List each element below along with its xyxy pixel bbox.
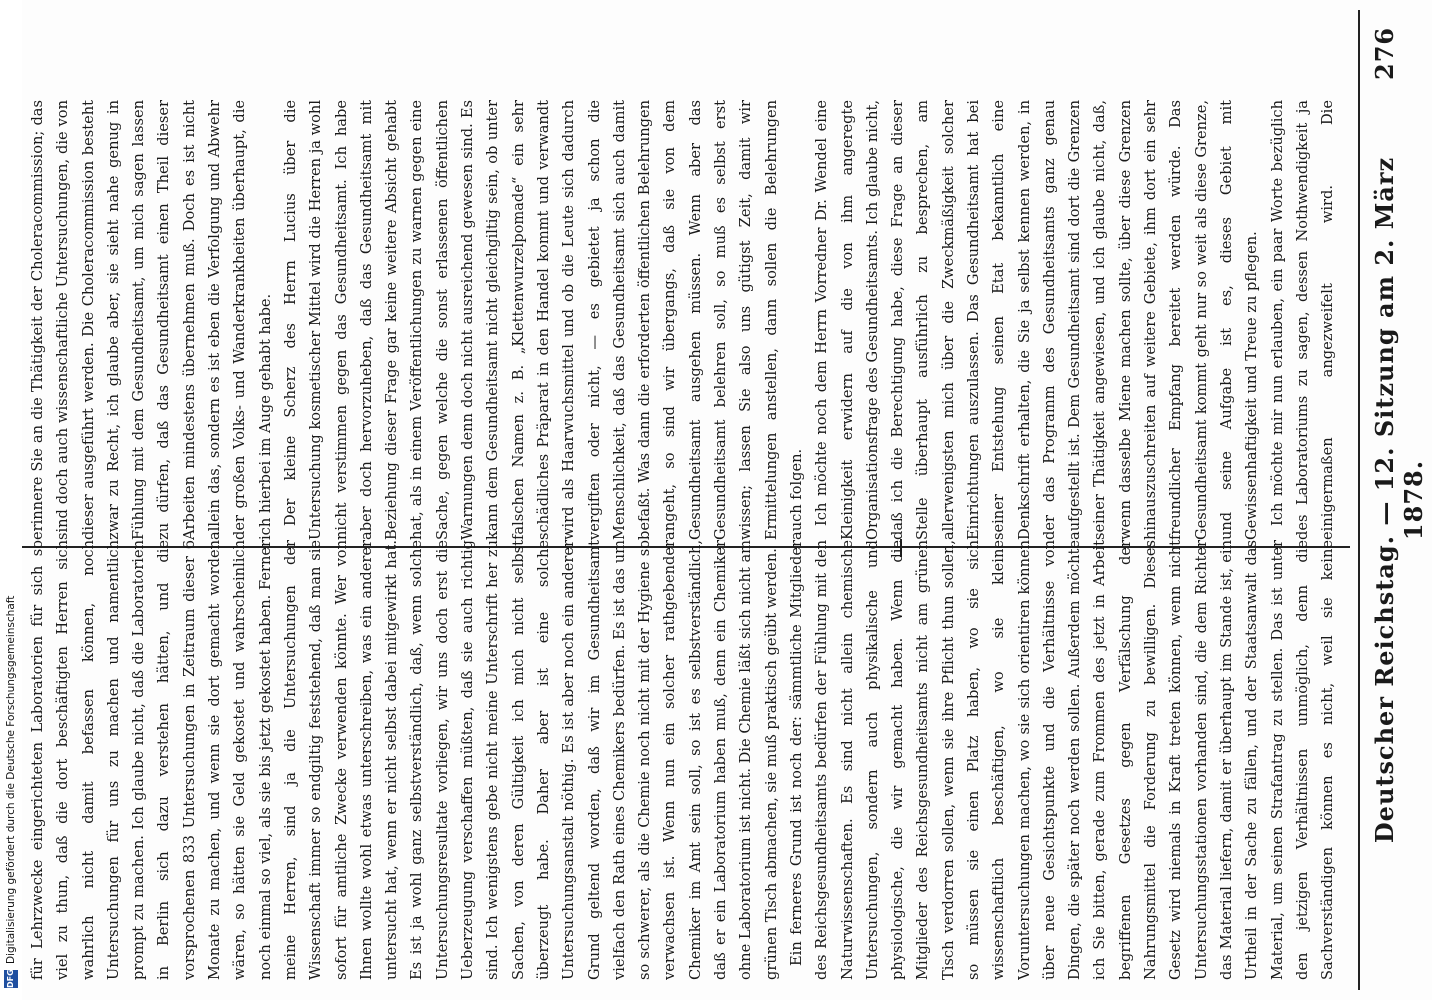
left-column — [25, 100, 1345, 540]
page-number: 276 — [1370, 26, 1399, 80]
header-rule — [1358, 10, 1360, 990]
digitization-credit: Digitalisierung gefördert durch die Deutsche Forschungsgemeinschaft — [5, 595, 17, 964]
running-head-title: Deutscher Reichstag. — 12. Sitzung am 2. März 1878. — [1370, 156, 1428, 844]
digitization-footer — [0, 0, 22, 1000]
running-head — [1370, 0, 1428, 1000]
digitization-footer-content — [0, 0, 22, 1000]
left-paragraph-4: Ich möchte mir nun erlauben, ein paar Worte bezüglich des Laboratoriums zu sagen, dessen Nothwendigkeit ja einigermaßen angezweifelt wird. Die — [1268, 100, 1337, 540]
right-paragraph-2: Ein ferneres Grund ist noch der: sämmtliche Mitglieder des Reichsgesundheitsamts bedürfen der Fühlung mit den Naturwissenschaften. Es sind nicht allein chemische Untersuchungen, sondern auch physikalische und physiologische, die wir gemacht haben. Wenn die Mitglieder des Reichsgesundheitsamts nicht am grünen Tisch verdorren sollen, wenn sie ihre Pflicht thun sollen, so müssen sie einen Platz haben, wo sie sich wissenschaftlich beschäftigen, wo sie kleine Voruntersuchungen machen, wo sie sich orientiren können über neue Gesichtspunkte und die Verhältnisse von Dingen, die später noch werden sollen. Außerdem möchte ich Sie bitten, gerade zum Frommen des jetzt in Arbeit begriffenen Gesetzes gegen Verfälschung der Nahrungsmittel die Forderung zu bewilligen. Dieses Gesetz wird niemals in Kraft treten können, wenn nicht Untersuchungsstationen vorhanden sind, die dem Richter das Material liefern, damit er überhaupt im Stande ist, ein Urtheil in der Sache zu fällen, und der Staatsanwalt das Material, um seinen Strafantrag zu stellen. Das ist unter den jetzigen Verhältnissen unmöglich, denn die Sachverständigen können es nicht, weil sie keine — [787, 540, 1337, 980]
right-paragraph-1: für Lehrzwecke eingerichteten Laboratorien für sich so viel zu thun, daß die dort beschäftigten Herren sich wahrlich nicht damit befassen können, noch Untersuchungen für uns zu machen und namentlich prompt zu machen. Ich glaube nicht, daß die Laboratorien in Berlin sich dazu verstehen hätten, und die vorsprochenen 833 Untersuchungen in Zeitraum dieser 6 Monate zu machen, und wenn sie dort gemacht worden wären, so hätten sie Geld gekostet und wahrscheinlich noch einmal so viel, als sie bis jetzt gekostet haben. Ferner meine Herren, sind ja die Untersuchungen der Wissenschaft immer so endgiltig feststehend, daß man sie sofort für amtliche Zwecke verwenden könnte. Wer von Ihnen wollte wohl etwas unterschreiben, was ein anderer untersucht hat, wenn er nicht selbst dabei mitgewirkt hat. Es ist ja wohl ganz selbstverständlich, daß, wenn solche Untersuchungsresultate vorliegen, wir uns doch erst die Ueberzeugung verschaffen müßten, daß sie auch richtig sind. Ich wenigstens gebe nicht meine Unterschrift her zu Sachen, von deren Gültigkeit ich mich nicht selbst überzeugt habe. Daher aber ist eine solche Untersuchungsanstalt nöthig. Es ist aber noch ein anderer Grund geltend worden, daß wir im Gesundheitsamt vielfach den Rath eines Chemikers bedürfen. Es ist das um so schwerer, als die Chemie noch nicht mit der Hygiene so verwachsen ist. Wenn nun ein solcher rathgebender Chemiker im Amt sein soll, so ist es selbstverständlich, daß er ein Laboratorium haben muß, denn ein Chemiker ohne Laboratorium ist nicht. Die Chemie läßt sich nicht am grünen Tisch abmachen, sie muß praktisch geübt werden. — [29, 540, 780, 980]
right-column — [25, 540, 1345, 980]
dfg-logo-icon: DFG — [4, 970, 18, 988]
left-paragraph-1: erinnere Sie an die Thätigkeit der Choleracommission; das sind doch auch wissenschaftliche Untersuchungen, die von dieser ausgeführt werden. Die Choleracommission besteht zwar zu Recht, ich glaube aber, sie sieht nahe genug in Fühlung mit dem Gesundheitsamt, um mich sagen lassen zu dürfen, daß das Gesundheitsamt einen Theil dieser Arbeiten mindestens übernehmen muß. Doch es ist nicht allein das, sondern es ist eben die Verfolgung und Abwehr der großen Volks- und Wanderkrankheiten überhaupt, die ich hierbei im Auge gehabt habe. — [29, 100, 274, 540]
left-paragraph-3: Ich möchte noch dem Herrn Vorredner Dr. Wendel eine Kleinigkeit erwidern auf die von ihm angeregte Organisationsfrage des Gesundheitsamts. Ich glaube nicht, daß ich die Berechtigung habe, diese Frage an dieser Stelle überhaupt ausführlich zu besprechen, am allerwenigsten mich über die Zweckmäßigkeit solcher Einrichtungen auszulassen. Das Gesundheitsamt hat bei seiner Entstehung seinen Etat bekanntlich eine Denkschrift erhalten, die Sie ja selbst kennen werden, in der das Programm des Gesundheitsamts ganz genau aufgestellt ist. Dem Gesundheitsamt sind dort die Grenzen seiner Thätigkeit angewiesen, und ich glaube nicht, daß, wenn dasselbe Miene machen sollte, über diese Grenzen hinauszuschreiten auf weitere Gebiete, ihm dort ein sehr freundlicher Empfang bereitet werden würde. Das Gesundheitsamt kommt geht nur so weit als diese Grenze, und seine Aufgabe ist es, dieses Gebiet mit Gewissenhaftigkeit und Treue zu pflegen. — [813, 100, 1261, 540]
left-paragraph-2: Der kleine Scherz des Herrn Lucius über die Untersuchung kosmetischer Mittel wird die Herren ja wohl nicht verstimmen gegen das Gesundheitsamt. Ich habe aber doch hervorzuheben, daß das Gesundheitsamt mit Beziehung dieser Frage gar keine weitere Absicht gehabt hat, als in einem Veröffentlichungen zu warnen gegen eine Sache, gegen welche die sonst erlassenen öffentlichen Warnungen denn doch nicht ausreichend gewesen sind. Es kann dem Gesundheitsamt nicht gleichgiltig sein, ob unter falschen Namen z. B. „Klettenwurzelpomade“ ein sehr schädliches Präparat in den Handel kommt und verwandt wird als Haarwuchsmittel und ob die Leute sich dadurch vergiften oder nicht, — es gebietet ja schon die Menschlichkeit, daß das Gesundheitsamt sich auch damit befaßt. Was dann die erforderten öffentlichen Belehrungen angeht, so sind wir übergangs, daß sie von dem Gesundheitsamt ausgehen müssen. Wenn aber das Gesundheitsamt belehren soll, so muß es selbst erst wissen; lassen Sie also uns gütigst Zeit, damit wir Ermittelungen anstellen, dann sollen die Belehrungen auch folgen. — [281, 100, 805, 540]
